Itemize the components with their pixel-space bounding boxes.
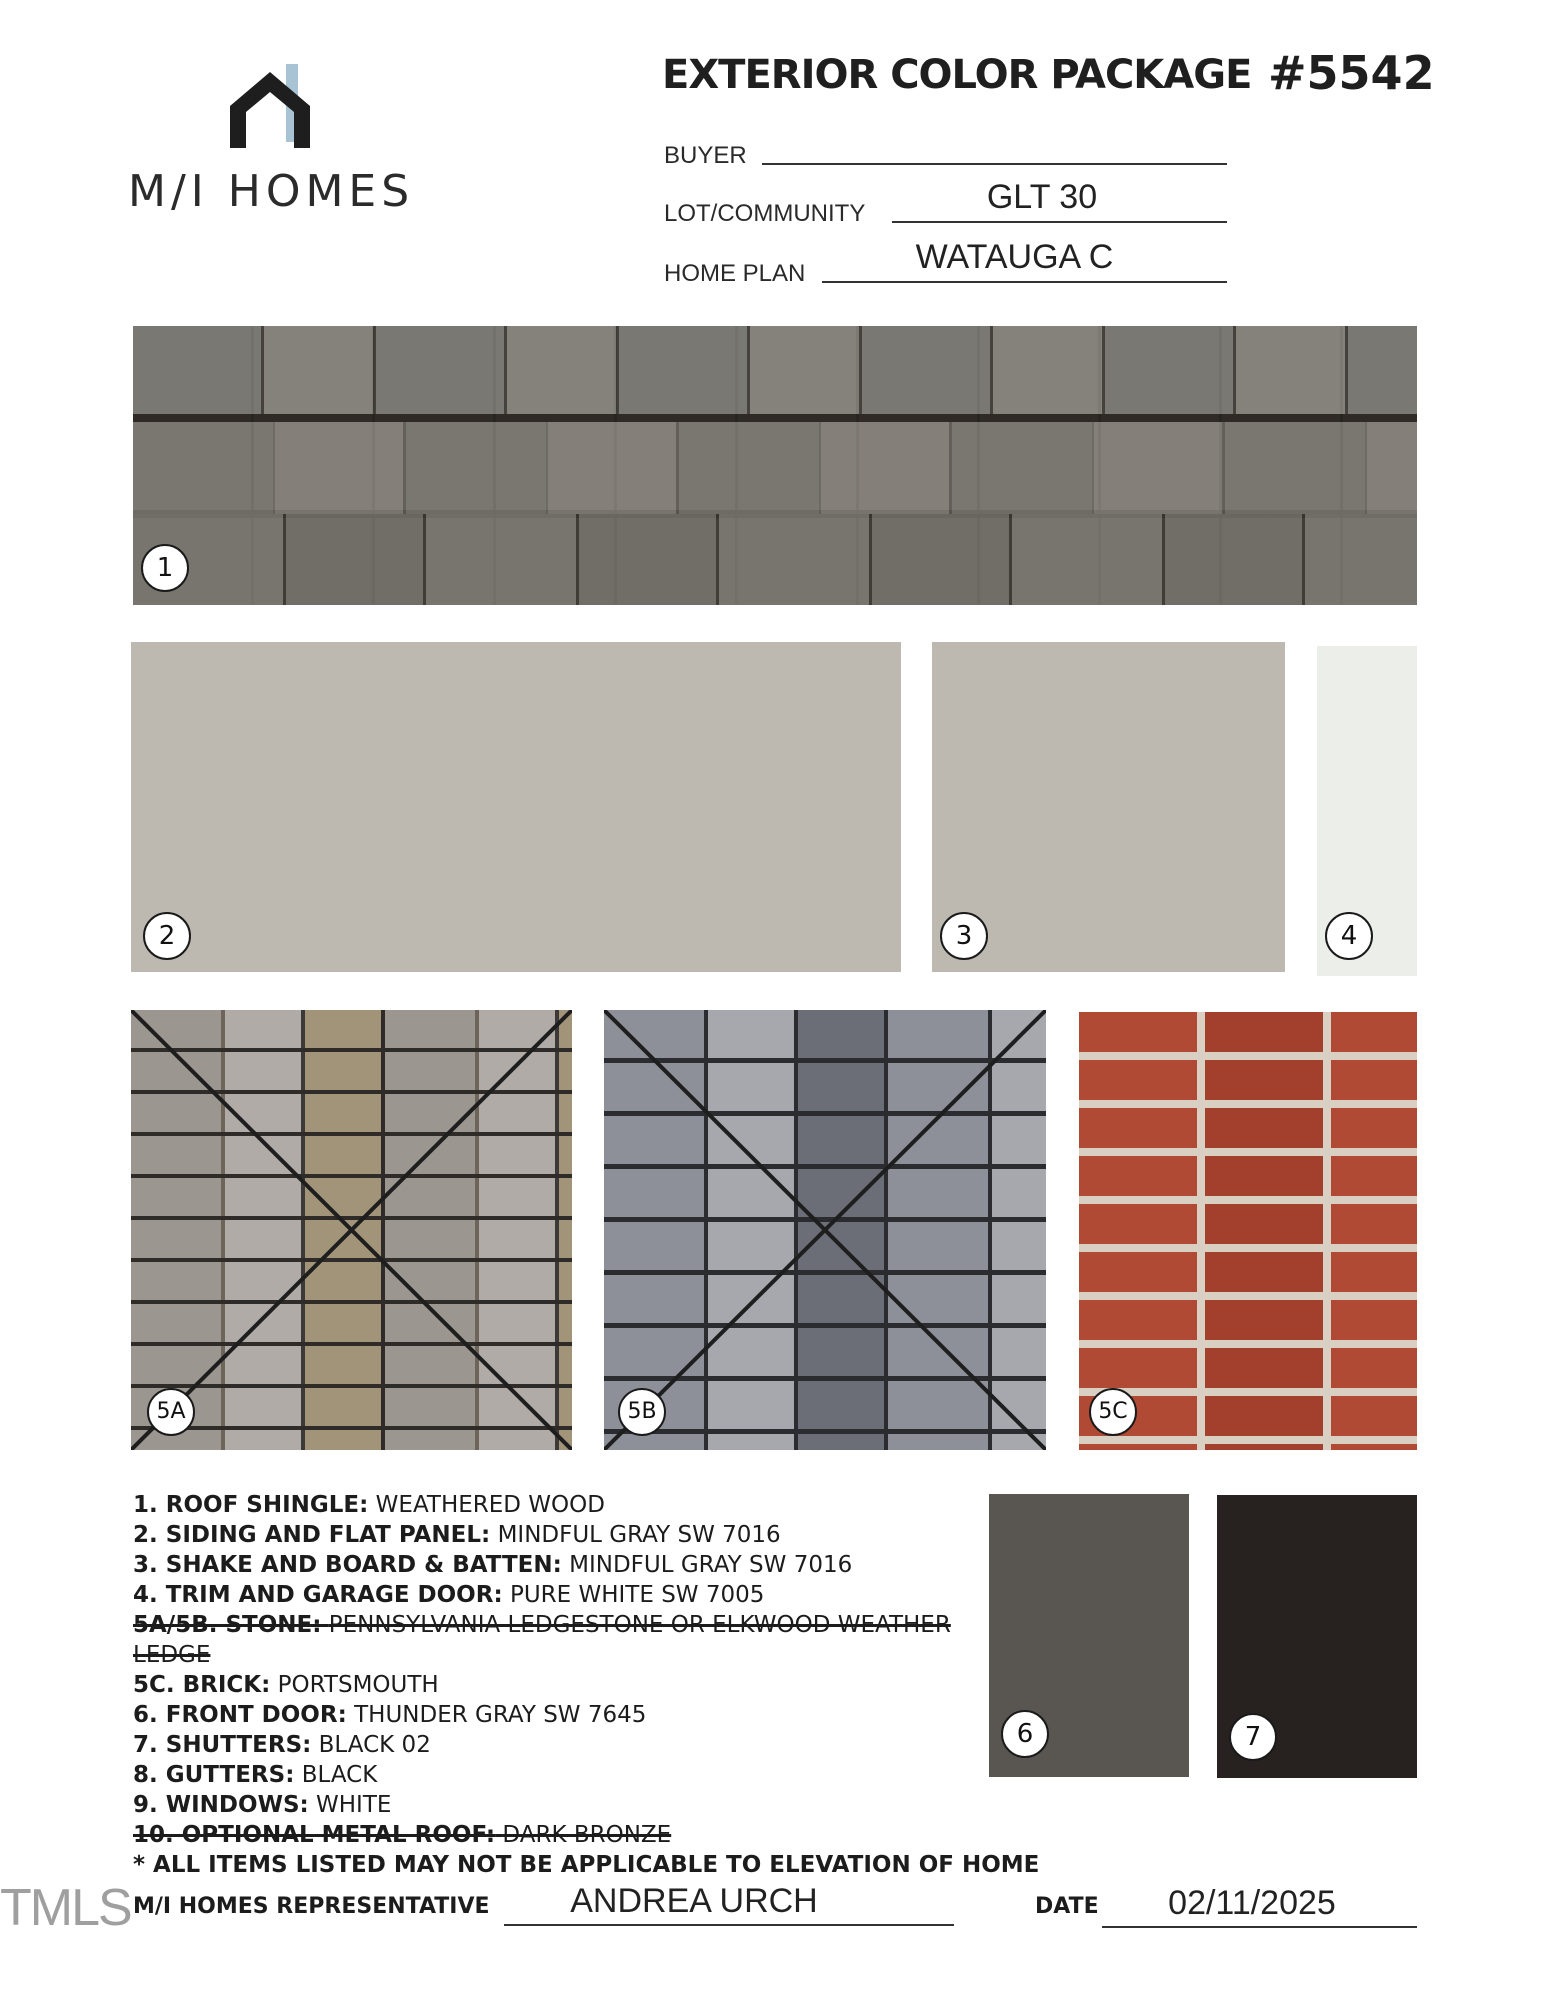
lot-community-line [892,221,1227,223]
package-number: #5542 [1268,46,1435,100]
date-line [1102,1926,1417,1928]
siding-color-swatch [131,642,901,972]
shutters-color-swatch [1217,1495,1417,1778]
mi-homes-logo-text: M/I HOMES [128,166,415,217]
swatch-number-3: 3 [940,912,988,960]
lot-community-label: LOT/COMMUNITY [664,200,866,227]
spec-windows: 9. WINDOWS: WHITE [133,1792,392,1818]
representative-line [504,1924,954,1926]
swatch-number-7: 7 [1229,1713,1277,1761]
roof-shingle-swatch [133,326,1417,605]
spec-trim: 4. TRIM AND GARAGE DOOR: PURE WHITE SW 7005 [133,1582,765,1608]
spec-metal-roof-crossed-out: 10. OPTIONAL METAL ROOF: DARK BRONZE [133,1822,672,1848]
spec-shake: 3. SHAKE AND BOARD & BATTEN: MINDFUL GRAY SW 7016 [133,1552,853,1578]
swatch-number-2: 2 [143,912,191,960]
representative-value: ANDREA URCH [570,1882,818,1920]
swatch-number-6: 6 [1001,1710,1049,1758]
swatch-number-5a: 5A [147,1388,195,1436]
stone-5b-swatch [604,1010,1046,1450]
spec-gutters: 8. GUTTERS: BLACK [133,1762,378,1788]
home-plan-label: HOME PLAN [664,260,806,287]
spec-front-door: 6. FRONT DOOR: THUNDER GRAY SW 7645 [133,1702,647,1728]
crossed-out-mark-icon [131,1010,572,1450]
home-plan-value: WATAUGA C [915,238,1114,276]
shake-color-swatch [932,642,1285,972]
spec-brick: 5C. BRICK: PORTSMOUTH [133,1672,439,1698]
spec-roof-shingle: 1. ROOF SHINGLE: WEATHERED WOOD [133,1492,605,1518]
applicability-note: * ALL ITEMS LISTED MAY NOT BE APPLICABLE TO ELEVATION OF HOME [133,1852,1040,1878]
date-label: DATE [1035,1894,1099,1919]
page-title: EXTERIOR COLOR PACKAGE [662,52,1252,98]
swatch-number-4: 4 [1325,912,1373,960]
swatch-number-5b: 5B [618,1388,666,1436]
tmls-watermark: TMLS [0,1879,131,1937]
spec-stone-crossed-out: 5A/5B. STONE: PENNSYLVANIA LEDGESTONE OR ELKWOOD WEATHER [133,1612,951,1638]
buyer-line [762,163,1227,165]
front-door-color-swatch [989,1494,1189,1777]
mi-homes-house-logo-icon [226,64,326,154]
trim-color-swatch [1317,646,1417,976]
spec-shutters: 7. SHUTTERS: BLACK 02 [133,1732,431,1758]
stone-5a-swatch [131,1010,572,1450]
swatch-number-5c: 5C [1089,1388,1137,1436]
spec-siding: 2. SIDING AND FLAT PANEL: MINDFUL GRAY SW 7016 [133,1522,781,1548]
buyer-label: BUYER [664,142,747,169]
spec-list [133,1490,1040,1880]
crossed-out-mark-icon [604,1010,1046,1450]
date-value: 02/11/2025 [1168,1884,1336,1922]
home-plan-line [822,281,1227,283]
swatch-number-1: 1 [141,544,189,592]
representative-label: M/I HOMES REPRESENTATIVE [133,1894,490,1919]
lot-community-value: GLT 30 [986,178,1098,216]
spec-stone-crossed-out-cont: LEDGE [133,1642,211,1668]
brick-5c-swatch [1079,1012,1417,1450]
